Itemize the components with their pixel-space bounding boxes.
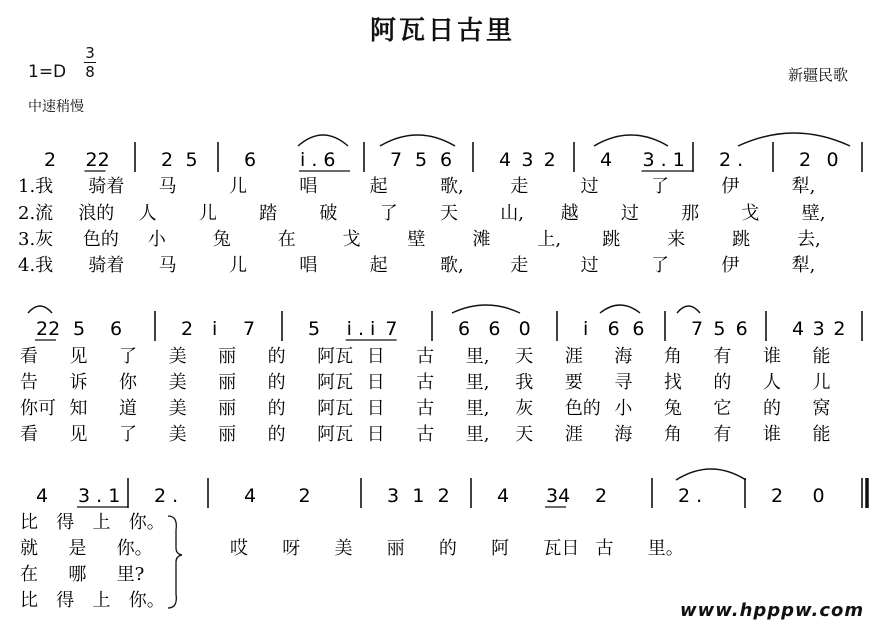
lyric-syllable: 你。 — [116, 538, 153, 559]
lyric-syllable: 越 — [560, 203, 579, 224]
lyric-syllable: 得 — [56, 512, 75, 533]
lyric-syllable: 马 — [158, 255, 177, 276]
tempo-marking: 中速稍慢 — [28, 99, 84, 115]
lyric-syllable: 唱 — [299, 255, 318, 276]
lyric-syllable: 上 — [92, 512, 111, 533]
note: 6 — [607, 318, 620, 340]
note: 34 — [546, 485, 571, 507]
lyric-syllable: 兔 — [663, 398, 682, 419]
lyric-syllable: 日 — [366, 424, 385, 445]
note: 5 — [713, 318, 726, 340]
lyric-syllable: 儿 — [229, 255, 247, 276]
lyric-syllable: 的 — [762, 398, 781, 419]
lyric-syllable: 的 — [267, 372, 286, 393]
lyric-syllable: 涯 — [564, 424, 583, 445]
lyric-syllable: 比 — [20, 590, 38, 611]
lyric-syllable: 你。 — [128, 512, 165, 533]
lyric-syllable: 山, — [500, 203, 525, 224]
lyric-syllable: 能 — [812, 424, 831, 445]
lyric-syllable: 壁, — [801, 203, 826, 224]
slur — [452, 305, 520, 313]
refrain-syllable: 古 — [595, 538, 614, 559]
lyric-syllable: 儿 — [812, 372, 831, 393]
slur — [380, 135, 455, 146]
note: 3 — [521, 149, 534, 171]
lyric-syllable: 道 — [119, 398, 138, 419]
lyric-syllable: 角 — [663, 424, 682, 445]
song-title: 阿瓦日古里 — [369, 16, 515, 46]
lyric-syllable: 角 — [663, 346, 682, 367]
note: 2 . — [719, 149, 744, 171]
lyric-syllable: 哪 — [68, 564, 87, 585]
lyric-syllable: 你可 — [20, 398, 56, 419]
lyric-syllable: 谁 — [762, 424, 781, 445]
refrain-syllable: 瓦日 — [543, 538, 580, 559]
lyric-syllable: 丽 — [218, 372, 237, 393]
slur — [738, 133, 850, 146]
note: 5 — [415, 149, 428, 171]
lyric-syllable: 里, — [465, 346, 490, 367]
lyric-syllable: 骑着 — [88, 176, 125, 197]
lyric-syllable: 3.灰 — [18, 229, 54, 250]
lyric-syllable: 的 — [267, 398, 286, 419]
refrain-syllable: 丽 — [386, 538, 405, 559]
lyric-syllable: 你 — [119, 372, 138, 393]
lyric-syllable: 了 — [119, 424, 138, 445]
lyric-syllable: 4.我 — [18, 255, 54, 276]
lyric-syllable: 小 — [614, 398, 633, 419]
note: 2 — [595, 485, 608, 507]
lyric-syllable: 里? — [116, 564, 145, 585]
note: 1 — [412, 485, 425, 507]
note: 7 — [243, 318, 256, 340]
lyric-syllable: 天 — [515, 346, 534, 367]
refrain-syllable: 美 — [334, 538, 353, 559]
lyric-syllable: 里, — [465, 372, 490, 393]
lyric-syllable: 歌, — [440, 176, 464, 197]
lyric-syllable: 儿 — [198, 203, 217, 224]
lyric-syllable: 了 — [379, 203, 398, 224]
key-signature: 1=D — [28, 62, 67, 82]
lyric-syllable: 是 — [68, 538, 87, 559]
lyric-syllable: 能 — [812, 346, 831, 367]
lyric-syllable: 寻 — [614, 372, 633, 393]
lyric-syllable: 色的 — [82, 229, 119, 250]
lyric-syllable: 的 — [267, 346, 286, 367]
lyric-syllable: 走 — [510, 255, 529, 276]
lyric-syllable: 古 — [416, 424, 435, 445]
lyric-syllable: 见 — [69, 424, 88, 445]
note: 7 — [385, 318, 398, 340]
note: 6 — [458, 318, 471, 340]
note: 2 — [437, 485, 450, 507]
time-numerator: 3 — [85, 44, 95, 62]
lyric-syllable: 阿瓦 — [317, 398, 354, 419]
note: 2 . — [154, 485, 179, 507]
lyric-syllable: 阿瓦 — [317, 372, 354, 393]
refrain-syllable: 哎 — [230, 538, 248, 559]
lyric-syllable: 滩 — [472, 229, 491, 250]
lyric-syllable: 美 — [168, 372, 187, 393]
note: 7 — [390, 149, 403, 171]
note: 2 — [161, 149, 174, 171]
note: 3 . 1 — [642, 149, 685, 171]
lyric-syllable: 见 — [69, 346, 88, 367]
lyric-syllable: 上, — [537, 229, 562, 250]
lyric-syllable: 你。 — [128, 590, 165, 611]
lyric-syllable: 比 — [20, 512, 38, 533]
lyric-syllable: 丽 — [218, 398, 237, 419]
lyric-syllable: 伊 — [721, 255, 740, 276]
note: 4 — [497, 485, 510, 507]
note: 6 — [632, 318, 645, 340]
note: 4 — [244, 485, 257, 507]
lyric-syllable: 日 — [366, 346, 385, 367]
lyric-syllable: 来 — [667, 229, 686, 250]
lyric-syllable: 诉 — [69, 372, 88, 393]
lyric-syllable: 丽 — [218, 346, 237, 367]
note: 6 — [488, 318, 501, 340]
lyric-syllable: 的 — [713, 372, 732, 393]
lyric-syllable: 看 — [20, 424, 38, 445]
lyric-syllable: 去, — [797, 229, 821, 250]
lyric-syllable: 的 — [267, 424, 286, 445]
lyric-syllable: 2.流 — [18, 203, 54, 224]
note: 6 — [110, 318, 123, 340]
lyric-syllable: 涯 — [564, 346, 583, 367]
lyric-syllable: 阿瓦 — [317, 424, 354, 445]
lyric-syllable: 阿瓦 — [317, 346, 354, 367]
lyric-syllable: 那 — [681, 203, 700, 224]
note: 6 — [244, 149, 257, 171]
note: 4 — [600, 149, 613, 171]
lyric-syllable: 它 — [713, 398, 732, 419]
lyric-syllable: 里, — [465, 398, 490, 419]
lyric-syllable: 窝 — [812, 398, 831, 419]
lyric-syllable: 天 — [515, 424, 534, 445]
lyric-syllable: 过 — [580, 255, 599, 276]
lyric-syllable: 歌, — [440, 255, 464, 276]
lyric-syllable: 了 — [119, 346, 138, 367]
lyric-syllable: 告 — [20, 372, 38, 393]
note: 2 — [543, 149, 556, 171]
note: 0 — [826, 149, 839, 171]
lyric-syllable: 破 — [319, 203, 338, 224]
note: 7 — [691, 318, 704, 340]
note: 2 . — [678, 485, 703, 507]
slur — [600, 305, 640, 313]
song-origin: 新疆民歌 — [788, 66, 849, 84]
lyric-syllable: 知 — [69, 398, 88, 419]
note: i . 6 — [300, 149, 336, 171]
lyric-syllable: 唱 — [299, 176, 318, 197]
lyric-syllable: 兔 — [212, 229, 231, 250]
note: i — [212, 318, 218, 340]
lyric-syllable: 美 — [168, 398, 187, 419]
note: 4 — [792, 318, 805, 340]
note: 0 — [518, 318, 531, 340]
lyric-syllable: 谁 — [762, 346, 781, 367]
note: 2 — [771, 485, 784, 507]
note: 22 — [85, 149, 110, 171]
lyric-syllable: 伊 — [721, 176, 740, 197]
lyric-syllable: 马 — [158, 176, 177, 197]
lyric-syllable: 犁, — [791, 255, 816, 276]
lyric-syllable: 古 — [416, 346, 435, 367]
lyric-syllable: 过 — [580, 176, 599, 197]
note: 5 — [185, 149, 198, 171]
lyric-syllable: 骑着 — [88, 255, 125, 276]
lyric-syllable: 看 — [20, 346, 38, 367]
lyric-syllable: 海 — [614, 346, 633, 367]
lyric-syllable: 古 — [416, 372, 435, 393]
note: 5 — [73, 318, 86, 340]
lyric-syllable: 了 — [651, 255, 669, 276]
slur — [594, 135, 668, 146]
lyric-syllable: 犁, — [791, 176, 816, 197]
website-watermark: www.hpppw.com — [680, 600, 865, 621]
lyric-syllable: 浪的 — [78, 203, 115, 224]
lyric-syllable: 走 — [510, 176, 529, 197]
lyric-syllable: 找 — [663, 372, 682, 393]
lyric-syllable: 踏 — [259, 203, 278, 224]
lyric-syllable: 戈 — [741, 203, 760, 224]
note: 22 — [36, 318, 61, 340]
lyric-syllable: 色的 — [564, 398, 601, 419]
lyric-syllable: 儿 — [229, 176, 247, 197]
note: 6 — [735, 318, 748, 340]
lyric-syllable: 起 — [369, 255, 388, 276]
lyric-syllable: 得 — [56, 590, 75, 611]
lyric-syllable: 人 — [762, 372, 781, 393]
note: 4 — [36, 485, 49, 507]
refrain-syllable: 呀 — [282, 538, 301, 559]
verse-brace — [168, 516, 182, 608]
lyric-syllable: 跳 — [602, 229, 621, 250]
slur — [298, 135, 348, 146]
note: 3 . 1 — [78, 485, 121, 507]
lyric-syllable: 灰 — [515, 398, 534, 419]
lyric-syllable: 有 — [713, 424, 732, 445]
lyric-syllable: 我 — [515, 372, 534, 393]
note: 2 — [799, 149, 812, 171]
lyric-syllable: 里, — [465, 424, 490, 445]
lyric-syllable: 小 — [147, 229, 166, 250]
lyric-syllable: 在 — [20, 564, 38, 585]
lyric-syllable: 日 — [366, 372, 385, 393]
lyric-syllable: 1.我 — [18, 176, 54, 197]
note: 3 — [812, 318, 825, 340]
note: 3 — [387, 485, 400, 507]
note: 6 — [440, 149, 453, 171]
refrain-syllable: 阿 — [491, 538, 510, 559]
lyric-syllable: 美 — [168, 346, 187, 367]
time-denominator: 8 — [85, 63, 95, 81]
refrain-syllable: 的 — [438, 538, 457, 559]
slur — [677, 306, 700, 313]
refrain-syllable: 里。 — [647, 538, 684, 559]
lyric-syllable: 了 — [651, 176, 669, 197]
lyric-syllable: 丽 — [218, 424, 237, 445]
lyric-syllable: 海 — [614, 424, 633, 445]
note: 2 — [298, 485, 311, 507]
note: i . i — [346, 318, 376, 340]
lyric-syllable: 古 — [416, 398, 435, 419]
lyric-syllable: 起 — [369, 176, 388, 197]
lyric-syllable: 在 — [277, 229, 296, 250]
note: 5 — [308, 318, 321, 340]
lyric-syllable: 过 — [620, 203, 639, 224]
lyric-syllable: 有 — [713, 346, 732, 367]
lyric-syllable: 美 — [168, 424, 187, 445]
lyric-syllable: 壁 — [407, 229, 426, 250]
note: 2 — [833, 318, 846, 340]
note: i — [583, 318, 589, 340]
lyric-syllable: 人 — [138, 203, 157, 224]
lyric-syllable: 戈 — [342, 229, 361, 250]
lyric-syllable: 要 — [564, 372, 583, 393]
lyric-syllable: 天 — [440, 203, 458, 224]
note: 0 — [812, 485, 825, 507]
lyric-syllable: 跳 — [732, 229, 751, 250]
note: 2 — [181, 318, 194, 340]
note: 4 — [499, 149, 512, 171]
lyric-syllable: 就 — [20, 538, 38, 559]
lyric-syllable: 上 — [92, 590, 111, 611]
slur — [28, 306, 52, 313]
note: 2 — [44, 149, 57, 171]
slur — [676, 469, 746, 480]
lyric-syllable: 日 — [366, 398, 385, 419]
